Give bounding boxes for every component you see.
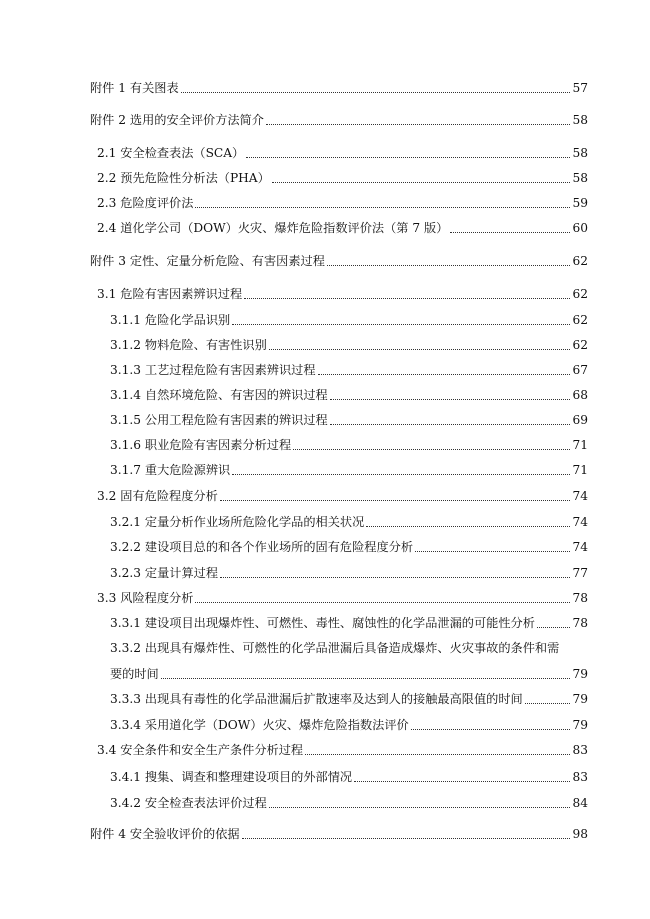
toc-dot-leader [318, 374, 571, 375]
toc-entry[interactable] [90, 78, 588, 98]
toc-entry-title: 附件 2 选用的安全评价方法简介 [90, 113, 264, 127]
toc-dot-leader [366, 526, 570, 527]
toc-entry[interactable] [90, 251, 588, 271]
toc-entry-title: 3.1.2 物料危险、有害性识别 [110, 338, 267, 352]
toc-entry[interactable] [97, 168, 588, 188]
toc-entry[interactable] [110, 435, 588, 455]
toc-page-number: 59 [572, 196, 588, 210]
toc-page-number: 69 [572, 413, 588, 427]
toc-entry[interactable] [97, 486, 588, 506]
toc-page-number: 79 [572, 718, 588, 732]
toc-entry[interactable] [110, 360, 588, 380]
toc-entry-title: 附件 3 定性、定量分析危险、有害因素过程 [90, 254, 325, 268]
toc-page-number: 79 [572, 667, 588, 681]
toc-dot-leader [269, 807, 571, 808]
toc-page-number: 71 [572, 463, 588, 477]
toc-entry[interactable] [110, 638, 588, 658]
toc-entry-title: 3.3 风险程度分析 [97, 591, 194, 605]
toc-dot-leader [232, 474, 570, 475]
toc-page-number: 79 [572, 692, 588, 706]
toc-entry[interactable] [110, 563, 588, 583]
toc-dot-leader [327, 265, 571, 266]
toc-dot-leader [415, 551, 570, 552]
toc-entry-title: 2.4 道化学公司（DOW）火灾、爆炸危险指数评价法（第 7 版） [97, 221, 449, 235]
toc-entry[interactable] [110, 664, 588, 684]
toc-entry[interactable] [110, 460, 588, 480]
toc-dot-leader [242, 838, 571, 839]
toc-entry-title: 3.1.1 危险化学品识别 [110, 313, 231, 327]
toc-entry-title: 3.2.2 建设项目总的和各个作业场所的固有危险程度分析 [110, 540, 414, 554]
toc-page-number: 58 [572, 146, 588, 160]
toc-dot-leader [525, 703, 571, 704]
toc-dot-leader [181, 92, 571, 93]
toc-dot-leader [330, 424, 571, 425]
toc-page-number: 77 [572, 566, 588, 580]
toc-dot-leader [272, 182, 571, 183]
toc-page-number: 83 [572, 770, 588, 784]
toc-page-number: 62 [572, 338, 588, 352]
toc-entry-title: 3.1.6 职业危险有害因素分析过程 [110, 438, 292, 452]
toc-entry-title: 3.3.3 出现具有毒性的化学品泄漏后扩散速率及达到人的接触最高限值的时间 [110, 692, 523, 706]
toc-dot-leader [246, 157, 570, 158]
toc-dot-leader [220, 577, 570, 578]
toc-entry-title: 2.1 安全检查表法（SCA） [97, 146, 245, 160]
toc-dot-leader [220, 500, 571, 501]
toc-dot-leader [244, 298, 570, 299]
toc-entry-title: 3.4.2 安全检查表法评价过程 [110, 796, 267, 810]
toc-page-number: 83 [572, 743, 588, 757]
toc-entry-title: 3.4 安全条件和安全生产条件分析过程 [97, 743, 304, 757]
toc-entry-title: 附件 4 安全验收评价的依据 [90, 827, 240, 841]
toc-entry-title: 附件 1 有关图表 [90, 81, 179, 95]
toc-page-number: 68 [572, 388, 588, 402]
toc-entry[interactable] [90, 110, 588, 130]
toc-dot-leader [232, 324, 570, 325]
toc-entry[interactable] [97, 284, 588, 304]
toc-entry[interactable] [97, 143, 588, 163]
toc-entry-title: 3.3.1 建设项目出现爆炸性、可燃性、毒性、腐蚀性的化学品泄漏的可能性分析 [110, 616, 535, 630]
toc-entry-title: 要的时间 [110, 667, 159, 681]
toc-dot-leader [354, 781, 570, 782]
toc-entry[interactable] [110, 793, 588, 813]
toc-entry[interactable] [90, 824, 588, 844]
toc-page-number: 74 [572, 489, 588, 503]
toc-entry[interactable] [97, 193, 588, 213]
toc-page-number: 57 [572, 81, 588, 95]
toc-entry[interactable] [97, 588, 588, 608]
toc-page-number: 78 [572, 591, 588, 605]
toc-entry[interactable] [110, 715, 588, 735]
toc-entry[interactable] [97, 218, 588, 238]
toc-page-number: 67 [572, 363, 588, 377]
toc-dot-leader [269, 349, 571, 350]
toc-dot-leader [450, 232, 570, 233]
toc-entry[interactable] [97, 740, 588, 760]
toc-dot-leader [411, 729, 571, 730]
toc-dot-leader [266, 124, 571, 125]
toc-entry-title: 3.1.7 重大危险源辨识 [110, 463, 231, 477]
toc-page-number: 58 [572, 171, 588, 185]
toc-entry-title: 3.2 固有危险程度分析 [97, 489, 218, 503]
toc-entry-title: 3.1.3 工艺过程危险有害因素辨识过程 [110, 363, 316, 377]
toc-entry-title: 3.1.5 公用工程危险有害因素的辨识过程 [110, 413, 328, 427]
toc-entry[interactable] [110, 537, 588, 557]
toc-page-number: 62 [572, 254, 588, 268]
toc-entry-title: 3.2.1 定量分析作业场所危险化学品的相关状况 [110, 515, 365, 529]
toc-dot-leader [293, 449, 570, 450]
toc-page-number: 98 [572, 827, 588, 841]
toc-entry-title: 3.2.3 定量计算过程 [110, 566, 219, 580]
toc-entry-title: 3.3.2 出现具有爆炸性、可燃性的化学品泄漏后具备造成爆炸、火灾事故的条件和需 [110, 641, 560, 655]
toc-page-number: 74 [572, 515, 588, 529]
toc-page-number: 62 [572, 313, 588, 327]
toc-page-number: 62 [572, 287, 588, 301]
toc-entry[interactable] [110, 310, 588, 330]
toc-page-number: 78 [572, 616, 588, 630]
toc-dot-leader [195, 602, 570, 603]
toc-page-number: 74 [572, 540, 588, 554]
toc-page-number: 60 [572, 221, 588, 235]
toc-entry[interactable] [110, 512, 588, 532]
toc-entry-title: 3.4.1 搜集、调查和整理建设项目的外部情况 [110, 770, 353, 784]
toc-entry[interactable] [110, 410, 588, 430]
toc-entry[interactable] [110, 689, 588, 709]
toc-page-number: 58 [572, 113, 588, 127]
toc-entry-title: 3.1.4 自然环境危险、有害因的辨识过程 [110, 388, 328, 402]
toc-entry[interactable] [110, 767, 588, 787]
toc-page-number: 71 [572, 438, 588, 452]
toc-dot-leader [195, 207, 570, 208]
toc-page-number: 84 [572, 796, 588, 810]
toc-entry-title: 3.3.4 采用道化学（DOW）火灾、爆炸危险指数法评价 [110, 718, 409, 732]
toc-entry[interactable] [110, 335, 588, 355]
toc-entry-title: 2.2 预先危险性分析法（PHA） [97, 171, 270, 185]
toc-dot-leader [305, 754, 570, 755]
toc-dot-leader [537, 627, 571, 628]
toc-entry[interactable] [110, 385, 588, 405]
toc-dot-leader [330, 399, 571, 400]
toc-entry-title: 3.1 危险有害因素辨识过程 [97, 287, 243, 301]
toc-entry-title: 2.3 危险度评价法 [97, 196, 194, 210]
toc-dot-leader [161, 678, 571, 679]
toc-entry[interactable] [110, 613, 588, 633]
